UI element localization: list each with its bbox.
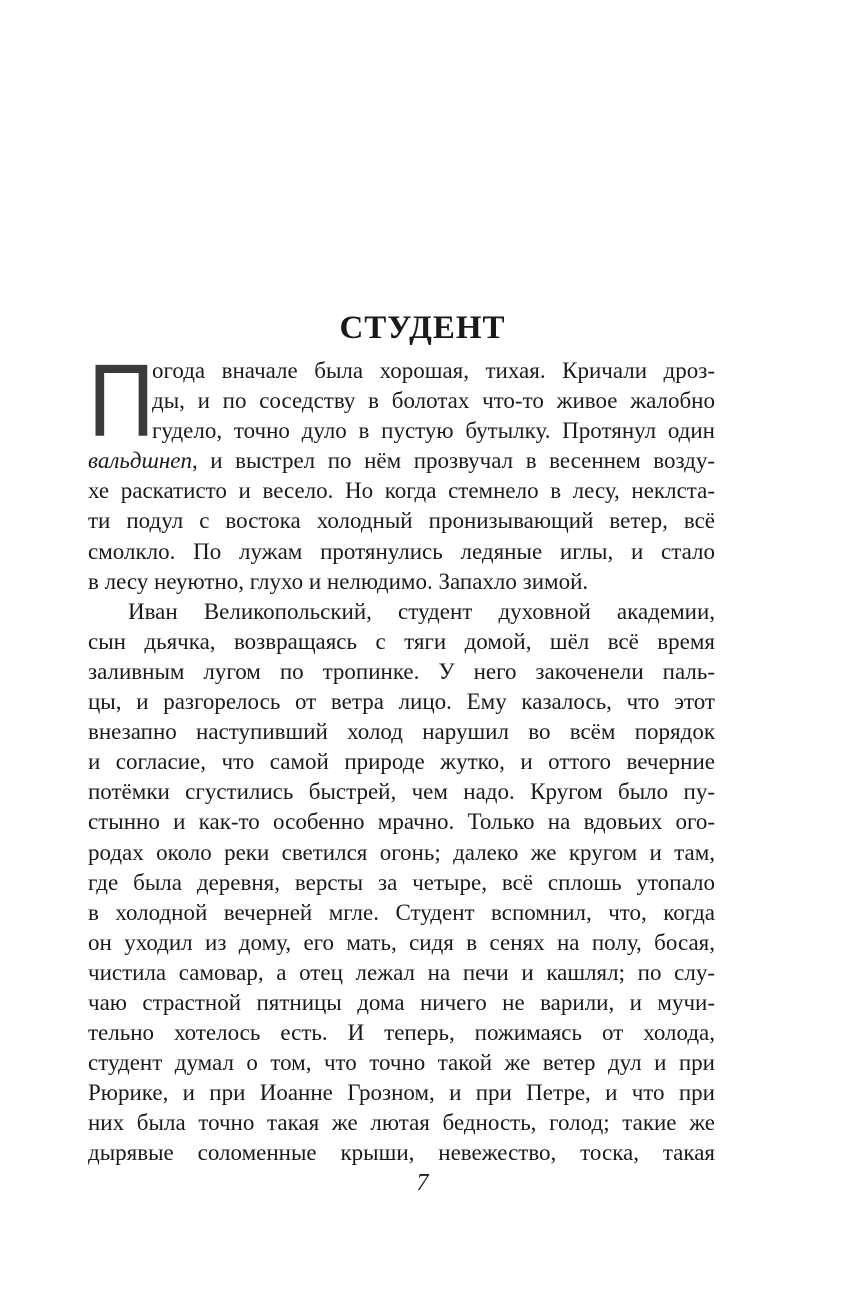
text-line: них была точно такая же лютая бедность, голод; такие же [88, 1110, 715, 1136]
text-line: сын дьячка, возвращаясь с тяги домой, шёл всё время [88, 628, 715, 654]
text-line: цы, и разгорелось от ветра лицо. Ему казалось, что этот [88, 689, 715, 715]
text-line: тельно хотелось есть. И теперь, пожимаясь от холода, [88, 1020, 715, 1046]
drop-cap-letter: П [88, 343, 155, 458]
text-line: огода вначале была хорошая, тихая. Кричали дроз- [152, 358, 715, 383]
text-line: ды, и по соседству в болотах что-то живое жалобно [152, 388, 715, 414]
text-line: дырявые соломенные крыши, невежество, тоска, такая [88, 1140, 715, 1166]
drop-cap [88, 343, 155, 458]
text-line: гудело, точно дуло в пустую бутылку. Протянул один [152, 418, 715, 444]
text-line: чаю страстной пятницы дома ничего не варили, и мучи- [88, 989, 715, 1015]
text-line: потёмки сгустились быстрей, чем надо. Кругом было пу- [88, 779, 715, 805]
text-line: заливным лугом по тропинке. У него закоченели паль- [88, 658, 715, 684]
text-line: стынно и как-то особенно мрачно. Только на вдовьих ого- [88, 809, 715, 835]
text-line: чистила самовар, а отец лежал на печи и кашлял; по слу- [88, 959, 715, 985]
text-line: и согласие, что самой природе жутко, и оттого вечерние [88, 749, 715, 775]
text-line: смолкло. По лужам протянулись ледяные иглы, и стало [88, 538, 715, 564]
page-number: 7 [416, 1170, 429, 1196]
text-line: ти подул с востока холодный пронизывающий ветер, всё [88, 508, 715, 534]
text-line: где была деревня, версты за четыре, всё сплошь утопало [88, 869, 715, 895]
italic-word: вальдшнеп [88, 448, 192, 474]
text-line: в холодной вечерней мгле. Студент вспомнил, что, когда [88, 899, 715, 925]
text-line: Иван Великопольский, студент духовной академии, [128, 598, 715, 624]
text-line: он уходил из дому, его мать, сидя в сенях на полу, босая, [88, 929, 715, 955]
text-line: вальдшнеп, и выстрел по нём прозвучал в весеннем возду- [88, 448, 715, 474]
text-line: родах около реки светился огонь; далеко же кругом и там, [88, 839, 715, 865]
text-line: в лесу неуютно, глухо и нелюдимо. Запахло зимой. [88, 568, 589, 594]
text-line: студент думал о том, что точно такой же ветер дул и при [88, 1050, 715, 1076]
text-line: хе раскатисто и весело. Но когда стемнело в лесу, неклста- [88, 478, 715, 504]
body-text [88, 343, 715, 1169]
chapter-title: СТУДЕНТ [339, 310, 506, 346]
text-line: внезапно наступивший холод нарушил во всём порядок [88, 719, 715, 745]
text-line: Рюрике, и при Иоанне Грозном, и при Петре, и что при [88, 1080, 715, 1106]
